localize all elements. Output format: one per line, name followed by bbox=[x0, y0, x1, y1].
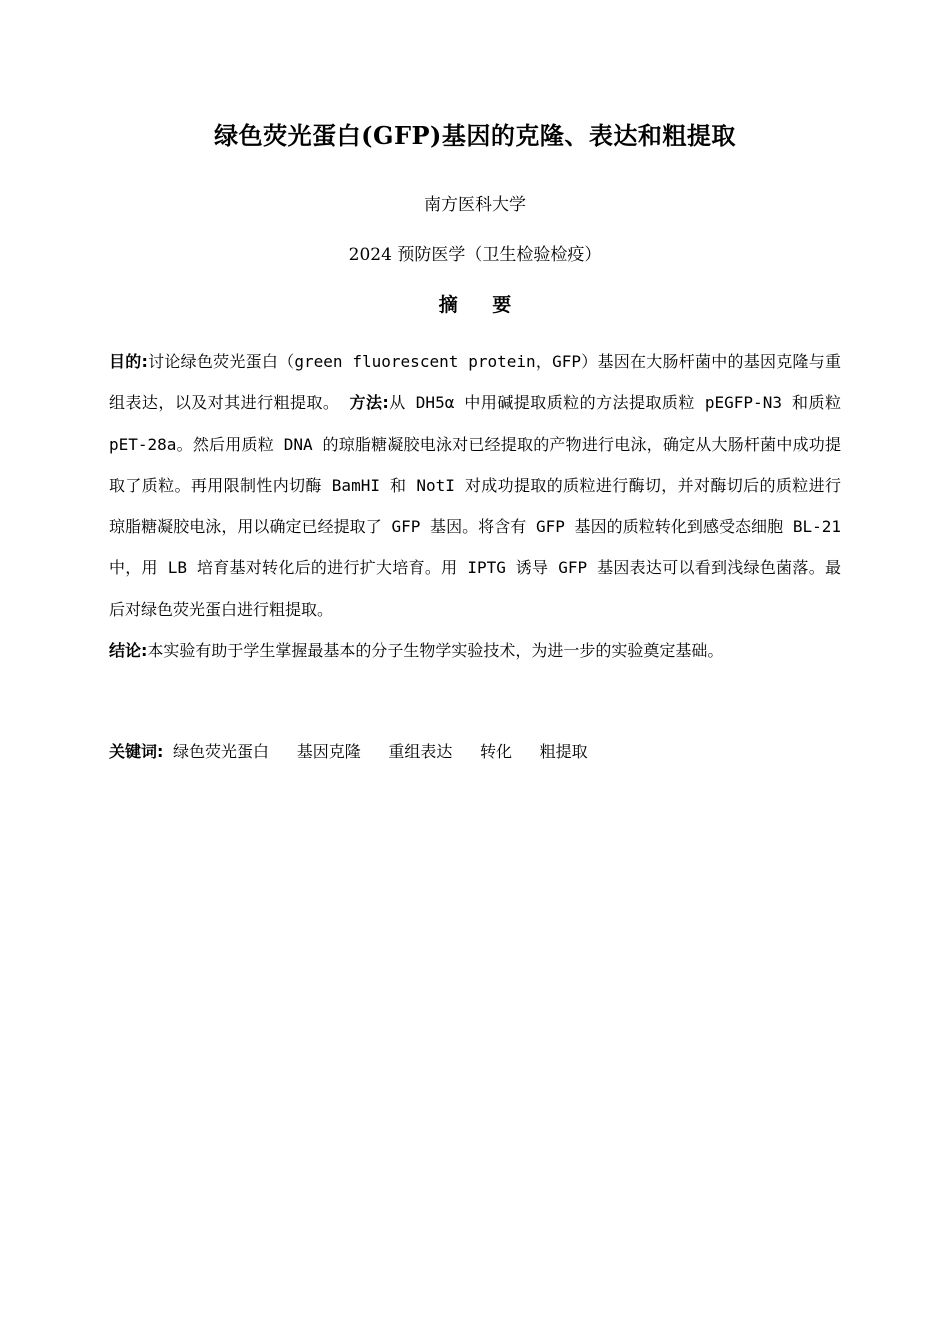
keyword-item: 粗提取 bbox=[539, 742, 588, 761]
keyword-item: 转化 bbox=[480, 742, 513, 761]
paper-title: 绿色荧光蛋白(GFP)基因的克隆、表达和粗提取 bbox=[214, 121, 736, 150]
conclusion-text: 本实验有助于学生掌握最基本的分子生物学实验技术，为进一步的实验奠定基础。 bbox=[147, 641, 724, 661]
methods-label: 方法: bbox=[349, 393, 389, 413]
abstract-heading: 摘 要 bbox=[438, 294, 526, 316]
keywords bbox=[109, 737, 606, 767]
abstract-body bbox=[109, 341, 841, 671]
objective-label: 目的: bbox=[109, 352, 148, 371]
keywords-label: 关键词: bbox=[109, 742, 164, 761]
affiliation: 南方医科大学 bbox=[424, 195, 526, 215]
conclusion-label: 结论: bbox=[109, 641, 148, 661]
keyword-item: 重组表达 bbox=[388, 742, 453, 761]
keyword-item: 基因克隆 bbox=[296, 742, 361, 761]
methods-text: 从 DH5α 中用碱提取质粒的方法提取质粒 pEGFP-N3 和质粒 pET-28a。然后用质粒 DNA 的琼脂糖凝胶电泳对已经提取的产物进行电泳，确定从大肠杆菌中成功提取了质粒。再用限制性内切酶 BamHI 和 NotI 对成功提取的质粒进行酶切，并对酶切后的质粒进行琼脂糖凝胶电泳，用以确定已经提取了 GFP 基因。将含有 GFP 基因的质粒转化到感受态细胞 BL-21 中，用 LB 培育基对转化后的进行扩大培育。用 IPTG 诱导 GFP 基因表达可以看到浅绿色菌落。最后对绿色荧光蛋白进行粗提取。 bbox=[109, 393, 841, 619]
program: 2024 预防医学（卫生检验检疫） bbox=[348, 245, 602, 265]
keyword-item: 绿色荧光蛋白 bbox=[173, 742, 270, 761]
objective-text: 讨论绿色荧光蛋白（green fluorescent protein，GFP）基因在大肠杆菌中的基因克隆与重组表达，以及对其进行粗提取。 bbox=[109, 352, 841, 413]
